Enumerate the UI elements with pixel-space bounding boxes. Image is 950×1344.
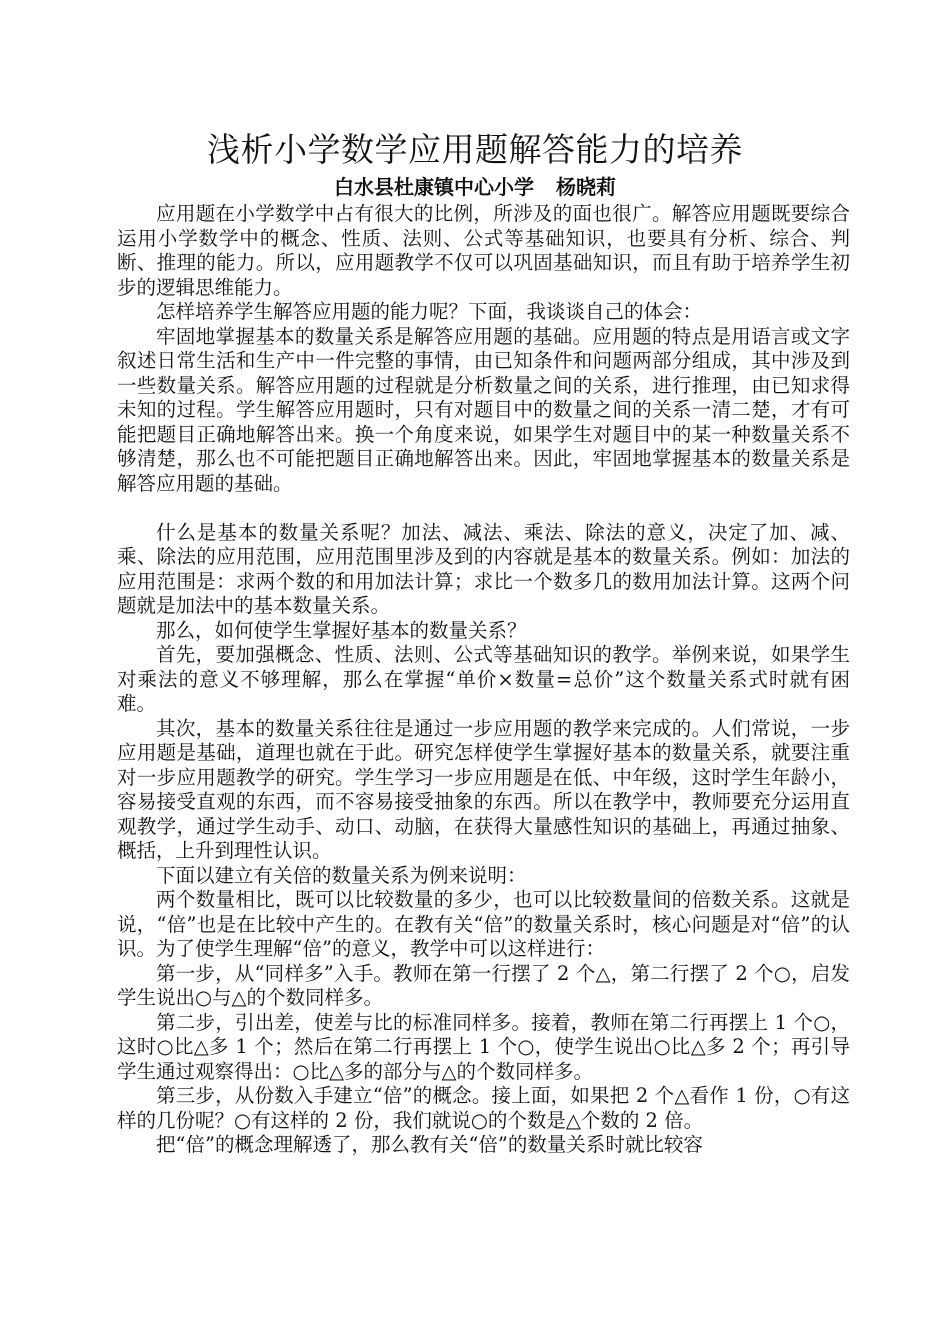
blank-line bbox=[117, 496, 850, 521]
paragraph-question: 怎样培养学生解答应用题的能力呢？下面，我谈谈自己的体会： bbox=[156, 300, 703, 323]
paragraph-step-two: 第二步，引出差，使差与比的标准同样多。接着，教师在第二行再摆上 1 个○，这时○比△多 1 个；然后在第二行再摆上 1 个○，使学生说出○比△多 2 个；再引导学生通过观察得出：○比△多的部分与△的个数同样多。 bbox=[117, 1010, 850, 1083]
paragraph-step-three: 第三步，从份数入手建立“倍”的概念。接上面，如果把 2 个△看作 1 份，○有这样的几份呢？○有这样的 2 份，我们就说○的个数是△个数的 2 倍。 bbox=[117, 1084, 850, 1132]
paragraph-closing: 把“倍”的概念理解透了，那么教有关“倍”的数量关系时就比较容 bbox=[156, 1133, 703, 1156]
author-name: 杨晓莉 bbox=[556, 175, 616, 199]
paragraph-basic-relations: 什么是基本的数量关系呢？加法、减法、乘法、除法的意义，决定了加、减、乘、除法的应用范围，应用范围里涉及到的内容就是基本的数量关系。例如：加法的应用范围是：求两个数的和用加法计算；求比一个数多几的数用加法计算。这两个问题就是加法中的基本数量关系。 bbox=[117, 520, 850, 617]
paragraph-example-intro: 下面以建立有关倍的数量关系为例来说明： bbox=[156, 863, 527, 887]
document-title: 浅析小学数学应用题解答能力的培养 bbox=[207, 130, 743, 169]
paragraph-second: 其次，基本的数量关系往往是通过一步应用题的教学来完成的。人们常说，一步应用题是基础，道理也就在于此。研究怎样使学生掌握好基本的数量关系，就要注重对一步应用题教学的研究。学生学习一步应用题是在低、中年级，这时学生年龄小，容易接受直观的东西，而不容易接受抽象的东西。所以在教学中，教师要充分运用直观教学，通过学生动手、动口、动脑，在获得大量感性知识的基础上，再通过抽象、概括，上升到理性认识。 bbox=[117, 716, 850, 862]
paragraph-intro: 应用题在小学数学中占有很大的比例，所涉及的面也很广。解答应用题既要综合运用小学数学中的概念、性质、法则、公式等基础知识，也要具有分析、综合、判断、推理的能力。所以，应用题教学不仅可以巩固基础知识，而且有助于培养学生初步的逻辑思维能力。 bbox=[117, 202, 850, 299]
paragraph-foundation: 牢固地掌握基本的数量关系是解答应用题的基础。应用题的特点是用语言或文字叙述日常生活和生产中一件完整的事情，由已知条件和问题两部分组成，其中涉及到一些数量关系。解答应用题的过程就是分析数量之间的关系，进行推理，由已知求得未知的过程。学生解答应用题时，只有对题目中的数量之间的关系一清二楚，才有可能把题目正确地解答出来。换一个角度来说，如果学生对题目中的某一种数量关系不够清楚，那么也不可能把题目正确地解答出来。因此，牢固地掌握基本的数量关系是解答应用题的基础。 bbox=[117, 324, 850, 495]
paragraph-how: 那么，如何使学生掌握好基本的数量关系？ bbox=[156, 618, 527, 642]
author-school: 白水县杜康镇中心小学 bbox=[334, 175, 534, 199]
paragraph-step-one: 第一步，从“同样多”入手。教师在第一行摆了 2 个△，第二行摆了 2 个○，启发学生说出○与△的个数同样多。 bbox=[117, 961, 850, 1009]
article-body bbox=[117, 202, 850, 1158]
paragraph-first: 首先，要加强概念、性质、法则、公式等基础知识的教学。举例来说，如果学生对乘法的意义不够理解，那么在掌握“单价×数量=总价”这个数量关系式时就有困难。 bbox=[117, 643, 850, 715]
paragraph-times-concept: 两个数量相比，既可以比较数量的多少，也可以比较数量间的倍数关系。这就是说，“倍”也是在比较中产生的。在教有关“倍”的数量关系时，核心问题是对“倍”的认识。为了使学生理解“倍”的意义，教学中可以这样进行： bbox=[117, 888, 850, 960]
author-line bbox=[0, 174, 950, 200]
